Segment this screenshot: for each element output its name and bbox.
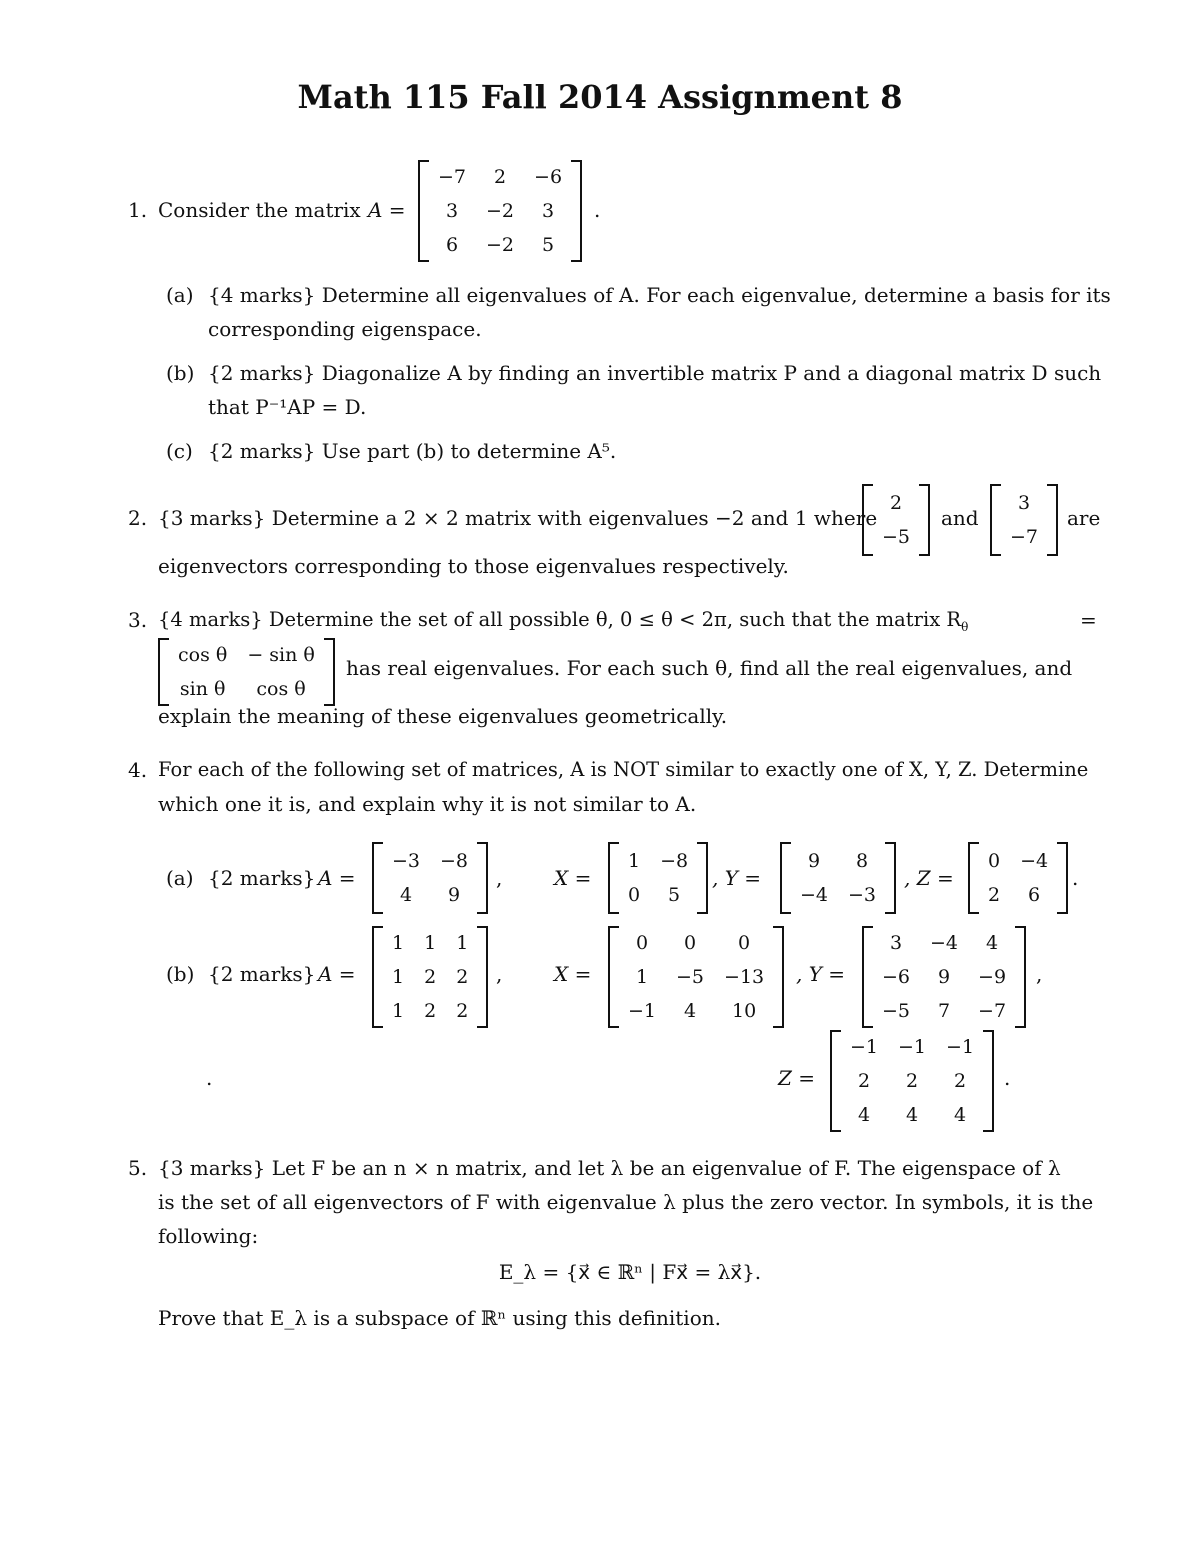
q4a-matrix-y [780, 842, 896, 914]
matrix-entry: −8 [440, 850, 469, 872]
q4b-matrix-z [830, 1030, 994, 1132]
matrix-row [168, 638, 325, 672]
matrix-row [840, 1030, 984, 1064]
matrix-entry: −2 [486, 200, 515, 222]
q4b-comma: , [496, 962, 503, 986]
q1b-text-cont: that P⁻¹AP = D. [208, 395, 367, 419]
matrix-entry: 0 [635, 932, 649, 954]
matrix-entry: −13 [724, 966, 765, 988]
q4b-matrix-a [372, 926, 488, 1028]
left-bracket [158, 638, 169, 706]
q1c-label: (c) [166, 439, 193, 463]
matrix-entry: − sin θ [247, 644, 315, 666]
matrix-entry: 1 [392, 1000, 405, 1022]
matrix-entry: 3 [445, 200, 459, 222]
q2-number: 2. [128, 506, 148, 530]
matrix-entry: −3 [848, 884, 877, 906]
q4a-end: . [1072, 866, 1079, 890]
matrix-entry: −5 [882, 1000, 911, 1022]
q4b-matrix-z-entries [840, 1030, 984, 1132]
left-bracket [372, 926, 383, 1028]
matrix-entry: 1 [456, 932, 469, 954]
q4a-matrix-a [372, 842, 488, 914]
q1b-text: {2 marks} Diagonalize A by finding an invertible matrix P and a diagonal matrix D such [208, 361, 1102, 385]
matrix-row [872, 926, 1016, 960]
matrix-row [1000, 520, 1048, 554]
q4b-matrix-y [862, 926, 1026, 1028]
q1-number: 1. [128, 198, 148, 222]
matrix-entry: 5 [541, 234, 555, 256]
matrix-row [618, 844, 698, 878]
q4b-y-eq: , Y = [796, 962, 846, 986]
matrix-entry: 0 [988, 850, 1001, 872]
matrix-r-theta [158, 638, 335, 706]
q3-number: 3. [128, 608, 148, 632]
matrix-row [790, 844, 886, 878]
matrix-entry: −5 [676, 966, 705, 988]
matrix-entry: −4 [800, 884, 829, 906]
q1b-label: (b) [166, 361, 195, 385]
q3-subscript: θ [961, 619, 969, 634]
q3-text-main: {4 marks} Determine the set of all possible θ, 0 ≤ θ < 2π, such that the matrix R [158, 608, 962, 631]
q3-equals: = [1080, 608, 1097, 632]
matrix-entry: 4 [399, 884, 413, 906]
matrix-entry: 2 [889, 492, 903, 514]
matrix-entry: 4 [683, 1000, 697, 1022]
matrix-row [840, 1098, 984, 1132]
matrix-row [428, 160, 572, 194]
q4a-label: (a) [166, 866, 194, 890]
matrix-entry: 5 [668, 884, 681, 906]
matrix-entry: −1 [898, 1036, 927, 1058]
right-bracket [1047, 484, 1058, 556]
q3-text-cont: has real eigenvalues. For each such θ, find all the real eigenvalues, and [346, 656, 1073, 680]
left-bracket [608, 842, 619, 914]
q4a-y-eq: , Y = [712, 866, 762, 890]
matrix-entry: −8 [660, 850, 689, 872]
matrix-entry: 2 [493, 166, 507, 188]
matrix-row [872, 960, 1016, 994]
matrix-row [382, 878, 478, 912]
left-bracket [780, 842, 791, 914]
matrix-entry: 2 [988, 884, 1001, 906]
matrix-entry: −1 [628, 1000, 657, 1022]
q2-are: are [1067, 506, 1101, 530]
matrix-entry: 1 [392, 932, 405, 954]
q4a-matrix-y-entries [790, 844, 886, 912]
right-bracket [477, 842, 488, 914]
matrix-entry: 1 [392, 966, 405, 988]
matrix-entry: 2 [953, 1070, 967, 1092]
q4-text: For each of the following set of matrices, A is NOT similar to exactly one of X, Y, Z. Determine [158, 758, 1089, 781]
matrix-row [618, 960, 774, 994]
q1-end: . [594, 198, 601, 222]
left-bracket [830, 1030, 841, 1132]
q5-text-4: Prove that E_λ is a subspace of ℝⁿ using this definition. [158, 1306, 721, 1330]
q4a-comma: , [496, 866, 503, 890]
q4b-marks: {2 marks} [208, 962, 316, 986]
q4b-matrix-y-entries [872, 926, 1016, 1028]
q2-and: and [941, 506, 979, 530]
q4-text-cont: which one it is, and explain why it is not similar to A. [158, 792, 697, 816]
matrix-row [872, 520, 920, 554]
q4b-matrix-a-entries [382, 926, 478, 1028]
matrix-entry: cos θ [256, 678, 306, 700]
right-bracket [697, 842, 708, 914]
matrix-a-entries [428, 160, 572, 262]
q2-text-cont: eigenvectors corresponding to those eigenvalues respectively. [158, 554, 789, 578]
left-bracket [372, 842, 383, 914]
matrix-entry: 0 [683, 932, 697, 954]
matrix-row [618, 878, 698, 912]
q4a-a-eq: A = [318, 866, 356, 890]
matrix-entry: −9 [978, 966, 1007, 988]
matrix-entry: 1 [424, 932, 437, 954]
q4a-matrix-z-entries [978, 844, 1058, 912]
matrix-entry: 1 [628, 850, 641, 872]
matrix-row [618, 994, 774, 1028]
q4a-matrix-x-entries [618, 844, 698, 912]
matrix-row [428, 194, 572, 228]
matrix-row [840, 1064, 984, 1098]
right-bracket [773, 926, 784, 1028]
matrix-entry: −1 [850, 1036, 879, 1058]
q4b-end: . [1004, 1066, 1011, 1090]
matrix-entry: −3 [392, 850, 421, 872]
q2-text: {3 marks} Determine a 2 × 2 matrix with eigenvalues −2 and 1 where [158, 506, 878, 530]
matrix-entry: 2 [456, 1000, 469, 1022]
matrix-entry: 4 [985, 932, 999, 954]
q1-var-a: A = [368, 198, 406, 222]
q4a-matrix-x [608, 842, 708, 914]
matrix-entry: 2 [424, 1000, 437, 1022]
q4b-z-eq: Z = [778, 1066, 816, 1090]
matrix-row [382, 844, 478, 878]
matrix-entry: 8 [855, 850, 869, 872]
eigenspace-formula: E_λ = {x⃗ ∈ ℝⁿ | Fx⃗ = λx⃗}. [498, 1260, 762, 1284]
matrix-row [382, 960, 478, 994]
matrix-entry: −7 [438, 166, 467, 188]
matrix-entry: −2 [486, 234, 515, 256]
matrix-row [618, 926, 774, 960]
left-bracket [862, 484, 873, 556]
matrix-a [418, 160, 582, 262]
matrix-row [382, 994, 478, 1028]
matrix-entry: −5 [882, 526, 911, 548]
q5-text-2: is the set of all eigenvectors of F with eigenvalue λ plus the zero vector. In symbols, it is the [158, 1190, 1094, 1214]
q4-number: 4. [128, 758, 148, 782]
right-bracket [885, 842, 896, 914]
right-bracket [324, 638, 335, 706]
matrix-entry: 0 [738, 932, 751, 954]
matrix-entry: 4 [953, 1104, 967, 1126]
matrix-entry: 3 [889, 932, 903, 954]
matrix-row [978, 878, 1058, 912]
matrix-entry: 2 [424, 966, 437, 988]
q3-text [158, 608, 968, 634]
matrix-entry: 1 [635, 966, 649, 988]
q4b-label: (b) [166, 962, 195, 986]
q4b-a-eq: A = [318, 962, 356, 986]
matrix-entry: −6 [534, 166, 563, 188]
matrix-row [978, 844, 1058, 878]
left-bracket [862, 926, 873, 1028]
left-bracket [418, 160, 429, 262]
matrix-entry: −7 [978, 1000, 1007, 1022]
matrix-entry: cos θ [178, 644, 228, 666]
matrix-entry: 10 [731, 1000, 757, 1022]
left-bracket [990, 484, 1001, 556]
matrix-entry: 9 [937, 966, 951, 988]
q4a-z-eq: , Z = [904, 866, 954, 890]
matrix-row [382, 926, 478, 960]
q2-vector-2 [990, 484, 1058, 556]
q4b-matrix-x [608, 926, 784, 1028]
page-title: Math 115 Fall 2014 Assignment 8 [297, 78, 903, 116]
matrix-entry: 6 [1028, 884, 1041, 906]
q5-number: 5. [128, 1156, 148, 1180]
right-bracket [983, 1030, 994, 1132]
matrix-entry: 9 [447, 884, 461, 906]
q4a-marks: {2 marks} [208, 866, 316, 890]
matrix-row [1000, 486, 1048, 520]
q1a-label: (a) [166, 283, 194, 307]
matrix-entry: 0 [628, 884, 641, 906]
q5-text-3: following: [158, 1224, 259, 1248]
matrix-row [790, 878, 886, 912]
matrix-entry: 4 [905, 1104, 919, 1126]
right-bracket [477, 926, 488, 1028]
q3-text-end: explain the meaning of these eigenvalues geometrically. [158, 704, 728, 728]
matrix-row [428, 228, 572, 262]
matrix-entry: 7 [937, 1000, 951, 1022]
q4b-matrix-x-entries [618, 926, 774, 1028]
matrix-entry: 6 [445, 234, 459, 256]
right-bracket [571, 160, 582, 262]
matrix-entry: −1 [946, 1036, 975, 1058]
matrix-entry: 3 [541, 200, 555, 222]
right-bracket [1015, 926, 1026, 1028]
matrix-entry: −6 [882, 966, 911, 988]
matrix-row [168, 672, 325, 706]
q4a-x-eq: X = [554, 866, 592, 890]
right-bracket [919, 484, 930, 556]
q4a-matrix-a-entries [382, 844, 478, 912]
matrix-entry: 2 [857, 1070, 871, 1092]
right-bracket [1057, 842, 1068, 914]
matrix-row [872, 994, 1016, 1028]
matrix-entry: 3 [1017, 492, 1031, 514]
matrix-entry: 9 [807, 850, 821, 872]
q4b-dot: . [206, 1066, 213, 1090]
matrix-entry: −4 [930, 932, 959, 954]
q2-vector-2-entries [1000, 486, 1048, 554]
q4b-comma-2: , [1036, 962, 1043, 986]
matrix-entry: 2 [456, 966, 469, 988]
matrix-entry: −7 [1010, 526, 1039, 548]
q1-lead: Consider the matrix [158, 198, 361, 222]
q4a-matrix-z [968, 842, 1068, 914]
q4b-x-eq: X = [554, 962, 592, 986]
q1a-text-cont: corresponding eigenspace. [208, 317, 482, 341]
left-bracket [968, 842, 979, 914]
left-bracket [608, 926, 619, 1028]
matrix-entry: sin θ [179, 678, 226, 700]
matrix-entry: −4 [1020, 850, 1049, 872]
matrix-entry: 2 [905, 1070, 919, 1092]
q1a-text: {4 marks} Determine all eigenvalues of A. For each eigenvalue, determine a basis for its [208, 283, 1111, 307]
matrix-entry: 4 [857, 1104, 871, 1126]
q2-vector-1 [862, 484, 930, 556]
q5-text: {3 marks} Let F be an n × n matrix, and let λ be an eigenvalue of F. The eigenspace of λ [158, 1156, 1061, 1180]
matrix-r-theta-entries [168, 638, 325, 706]
q1c-text: {2 marks} Use part (b) to determine A⁵. [208, 439, 617, 463]
matrix-row [872, 486, 920, 520]
q2-vector-1-entries [872, 486, 920, 554]
